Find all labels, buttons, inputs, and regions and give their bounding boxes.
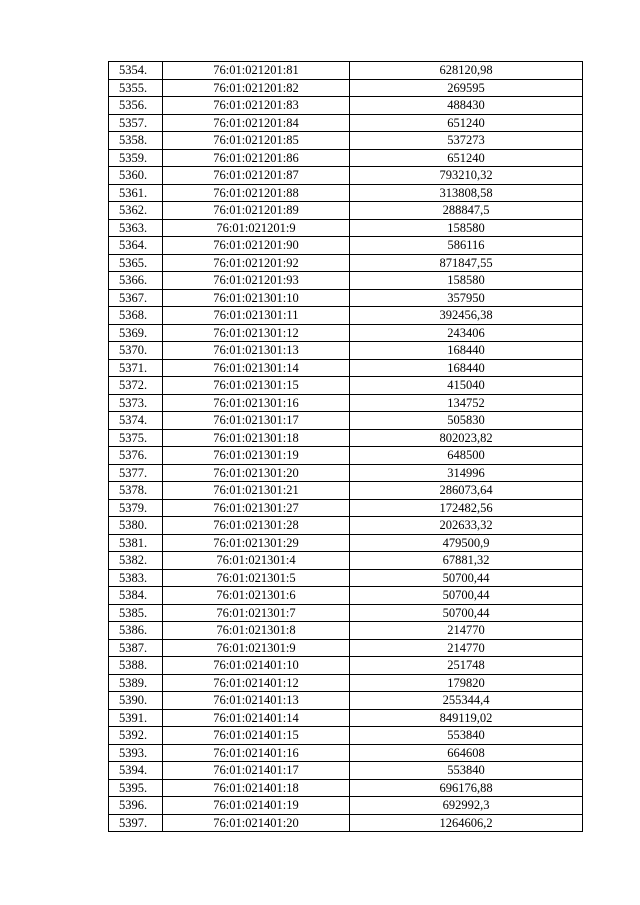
row-number-cell: 5371. (109, 359, 163, 377)
value-cell: 692992,3 (350, 797, 583, 815)
table-body (109, 62, 583, 832)
row-number-cell: 5377. (109, 464, 163, 482)
row-number-cell: 5373. (109, 394, 163, 412)
value-cell: 313808,58 (350, 184, 583, 202)
table-row (109, 114, 583, 132)
table-row (109, 62, 583, 80)
row-number-cell: 5380. (109, 517, 163, 535)
table-row (109, 219, 583, 237)
table-row (109, 762, 583, 780)
table-row (109, 587, 583, 605)
table-row (109, 622, 583, 640)
row-number-cell: 5364. (109, 237, 163, 255)
cadastral-number-cell: 76:01:021301:27 (163, 499, 350, 517)
row-number-cell: 5386. (109, 622, 163, 640)
row-number-cell: 5365. (109, 254, 163, 272)
table-row (109, 744, 583, 762)
table-row (109, 499, 583, 517)
row-number-cell: 5396. (109, 797, 163, 815)
table-row (109, 149, 583, 167)
row-number-cell: 5384. (109, 587, 163, 605)
row-number-cell: 5362. (109, 202, 163, 220)
table-row (109, 202, 583, 220)
value-cell: 628120,98 (350, 62, 583, 80)
value-cell: 479500,9 (350, 534, 583, 552)
row-number-cell: 5381. (109, 534, 163, 552)
value-cell: 50700,44 (350, 604, 583, 622)
table-row (109, 394, 583, 412)
value-cell: 243406 (350, 324, 583, 342)
value-cell: 802023,82 (350, 429, 583, 447)
row-number-cell: 5378. (109, 482, 163, 500)
row-number-cell: 5391. (109, 709, 163, 727)
cadastral-number-cell: 76:01:021301:17 (163, 412, 350, 430)
value-cell: 648500 (350, 447, 583, 465)
row-number-cell: 5355. (109, 79, 163, 97)
row-number-cell: 5369. (109, 324, 163, 342)
value-cell: 251748 (350, 657, 583, 675)
value-cell: 314996 (350, 464, 583, 482)
table-row (109, 709, 583, 727)
value-cell: 553840 (350, 727, 583, 745)
cadastral-number-cell: 76:01:021401:19 (163, 797, 350, 815)
table-row (109, 307, 583, 325)
value-cell: 586116 (350, 237, 583, 255)
table-row (109, 79, 583, 97)
row-number-cell: 5392. (109, 727, 163, 745)
table-row (109, 289, 583, 307)
cadastral-number-cell: 76:01:021301:7 (163, 604, 350, 622)
table-row (109, 167, 583, 185)
row-number-cell: 5372. (109, 377, 163, 395)
row-number-cell: 5360. (109, 167, 163, 185)
row-number-cell: 5374. (109, 412, 163, 430)
row-number-cell: 5359. (109, 149, 163, 167)
row-number-cell: 5357. (109, 114, 163, 132)
table-row (109, 272, 583, 290)
row-number-cell: 5358. (109, 132, 163, 150)
row-number-cell: 5395. (109, 779, 163, 797)
table-row (109, 692, 583, 710)
cadastral-number-cell: 76:01:021301:15 (163, 377, 350, 395)
table-row (109, 552, 583, 570)
table-row (109, 447, 583, 465)
table-row (109, 814, 583, 832)
row-number-cell: 5376. (109, 447, 163, 465)
value-cell: 793210,32 (350, 167, 583, 185)
row-number-cell: 5394. (109, 762, 163, 780)
value-cell: 392456,38 (350, 307, 583, 325)
cadastral-number-cell: 76:01:021201:90 (163, 237, 350, 255)
cadastral-number-cell: 76:01:021201:89 (163, 202, 350, 220)
row-number-cell: 5367. (109, 289, 163, 307)
table-row (109, 797, 583, 815)
cadastral-number-cell: 76:01:021201:87 (163, 167, 350, 185)
cadastral-number-cell: 76:01:021301:12 (163, 324, 350, 342)
table-row (109, 324, 583, 342)
cadastral-number-cell: 76:01:021301:19 (163, 447, 350, 465)
value-cell: 214770 (350, 639, 583, 657)
table-row (109, 674, 583, 692)
value-cell: 357950 (350, 289, 583, 307)
cadastral-number-cell: 76:01:021201:81 (163, 62, 350, 80)
value-cell: 286073,64 (350, 482, 583, 500)
row-number-cell: 5366. (109, 272, 163, 290)
cadastral-number-cell: 76:01:021301:10 (163, 289, 350, 307)
cadastral-number-cell: 76:01:021301:21 (163, 482, 350, 500)
cadastral-number-cell: 76:01:021301:9 (163, 639, 350, 657)
cadastral-number-cell: 76:01:021201:9 (163, 219, 350, 237)
cadastral-number-cell: 76:01:021401:10 (163, 657, 350, 675)
cadastral-number-cell: 76:01:021401:14 (163, 709, 350, 727)
value-cell: 849119,02 (350, 709, 583, 727)
table-row (109, 184, 583, 202)
cadastral-number-cell: 76:01:021301:29 (163, 534, 350, 552)
table-row (109, 132, 583, 150)
cadastral-number-cell: 76:01:021301:16 (163, 394, 350, 412)
cadastral-number-cell: 76:01:021201:84 (163, 114, 350, 132)
cadastral-number-cell: 76:01:021201:83 (163, 97, 350, 115)
table-row (109, 342, 583, 360)
value-cell: 488430 (350, 97, 583, 115)
row-number-cell: 5370. (109, 342, 163, 360)
table-row (109, 254, 583, 272)
value-cell: 134752 (350, 394, 583, 412)
row-number-cell: 5382. (109, 552, 163, 570)
value-cell: 158580 (350, 219, 583, 237)
row-number-cell: 5354. (109, 62, 163, 80)
cadastral-number-cell: 76:01:021201:82 (163, 79, 350, 97)
row-number-cell: 5387. (109, 639, 163, 657)
row-number-cell: 5385. (109, 604, 163, 622)
row-number-cell: 5363. (109, 219, 163, 237)
cadastral-number-cell: 76:01:021201:88 (163, 184, 350, 202)
cadastral-number-cell: 76:01:021301:8 (163, 622, 350, 640)
value-cell: 50700,44 (350, 587, 583, 605)
value-cell: 179820 (350, 674, 583, 692)
row-number-cell: 5356. (109, 97, 163, 115)
cadastral-number-cell: 76:01:021201:86 (163, 149, 350, 167)
table-row (109, 727, 583, 745)
value-cell: 168440 (350, 342, 583, 360)
value-cell: 269595 (350, 79, 583, 97)
table-row (109, 657, 583, 675)
table-row (109, 237, 583, 255)
cadastral-number-cell: 76:01:021301:4 (163, 552, 350, 570)
value-cell: 696176,88 (350, 779, 583, 797)
cadastral-number-cell: 76:01:021401:20 (163, 814, 350, 832)
value-cell: 50700,44 (350, 569, 583, 587)
value-cell: 255344,4 (350, 692, 583, 710)
value-cell: 651240 (350, 114, 583, 132)
table-row (109, 97, 583, 115)
cadastral-number-cell: 76:01:021401:18 (163, 779, 350, 797)
row-number-cell: 5393. (109, 744, 163, 762)
cadastral-number-cell: 76:01:021401:16 (163, 744, 350, 762)
cadastral-number-cell: 76:01:021401:15 (163, 727, 350, 745)
table-row (109, 517, 583, 535)
value-cell: 67881,32 (350, 552, 583, 570)
cadastral-number-cell: 76:01:021201:85 (163, 132, 350, 150)
row-number-cell: 5361. (109, 184, 163, 202)
value-cell: 202633,32 (350, 517, 583, 535)
table-row (109, 639, 583, 657)
table-row (109, 429, 583, 447)
cadastral-value-table (108, 61, 583, 832)
cadastral-number-cell: 76:01:021301:18 (163, 429, 350, 447)
table-row (109, 604, 583, 622)
value-cell: 168440 (350, 359, 583, 377)
table-row (109, 569, 583, 587)
cadastral-number-cell: 76:01:021301:28 (163, 517, 350, 535)
cadastral-number-cell: 76:01:021301:13 (163, 342, 350, 360)
value-cell: 415040 (350, 377, 583, 395)
value-cell: 871847,55 (350, 254, 583, 272)
cadastral-number-cell: 76:01:021201:93 (163, 272, 350, 290)
cadastral-number-cell: 76:01:021301:14 (163, 359, 350, 377)
cadastral-number-cell: 76:01:021301:20 (163, 464, 350, 482)
row-number-cell: 5388. (109, 657, 163, 675)
value-cell: 651240 (350, 149, 583, 167)
row-number-cell: 5390. (109, 692, 163, 710)
cadastral-number-cell: 76:01:021201:92 (163, 254, 350, 272)
value-cell: 172482,56 (350, 499, 583, 517)
table-row (109, 779, 583, 797)
cadastral-number-cell: 76:01:021401:13 (163, 692, 350, 710)
row-number-cell: 5397. (109, 814, 163, 832)
cadastral-number-cell: 76:01:021401:17 (163, 762, 350, 780)
value-cell: 1264606,2 (350, 814, 583, 832)
table-row (109, 412, 583, 430)
table-row (109, 534, 583, 552)
value-cell: 505830 (350, 412, 583, 430)
value-cell: 158580 (350, 272, 583, 290)
value-cell: 214770 (350, 622, 583, 640)
value-cell: 537273 (350, 132, 583, 150)
table-row (109, 359, 583, 377)
row-number-cell: 5375. (109, 429, 163, 447)
row-number-cell: 5389. (109, 674, 163, 692)
value-cell: 664608 (350, 744, 583, 762)
cadastral-number-cell: 76:01:021301:6 (163, 587, 350, 605)
table-row (109, 464, 583, 482)
value-cell: 553840 (350, 762, 583, 780)
cadastral-number-cell: 76:01:021401:12 (163, 674, 350, 692)
row-number-cell: 5379. (109, 499, 163, 517)
value-cell: 288847,5 (350, 202, 583, 220)
cadastral-number-cell: 76:01:021301:11 (163, 307, 350, 325)
table-row (109, 482, 583, 500)
table-row (109, 377, 583, 395)
row-number-cell: 5383. (109, 569, 163, 587)
cadastral-number-cell: 76:01:021301:5 (163, 569, 350, 587)
row-number-cell: 5368. (109, 307, 163, 325)
